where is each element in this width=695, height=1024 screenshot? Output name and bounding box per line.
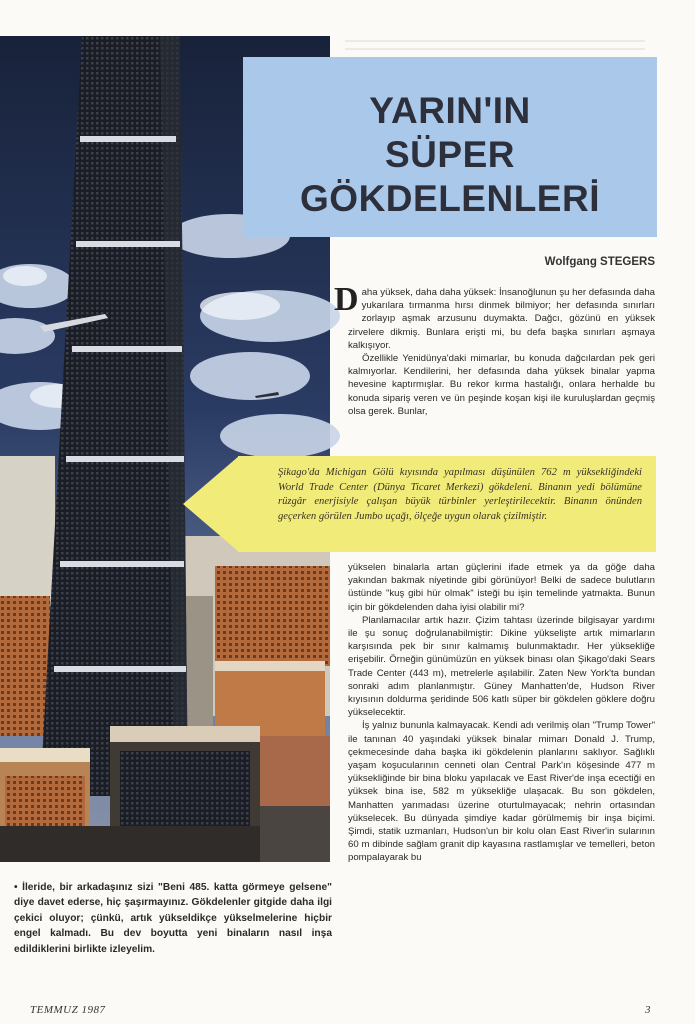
article-body-bottom (348, 561, 655, 986)
paragraph-4: İş yalnız bununla kalmayacak. Kendi adı verilmiş olan "Trump Tower" ile tanınan 40 yaşındaki yüksek binalar mimarı Donald J. Trump, çekmecesinde daha başka iki gökdelenin planlarını saklıyor. Sağlıklı yaşam koşucularının cenneti olan Central Park'ın köşesinde 477 m yüksekliğinde bir bina bloku yapılacak ve East River'de inşa ecectiği en yüksek bina ise, 582 m yüksekliğe ulaşacak. Bu son gökdelen, Manhatten yarımadası üzerine oturtulmayacak; nehrin ortasından yükselecek. Bu dünyada şimdiye kadar görülmemiş bir inşa biçimi. Şimdi, statik uzmanları, Hudson'un bir kolu olan East River'in sularının 60 m dibinde sağlam granit dip kayasına rastlamışlar ve temelleri, beton pompalayarak bu (348, 720, 655, 864)
title-line-2: SÜPER (385, 134, 515, 175)
title-line-3: GÖKDELENLERİ (300, 178, 600, 219)
dropcap: D (334, 281, 359, 318)
paragraph-2: Özellikle Yenidünya'daki mimarlar, bu konuda dağcılardan pek geri kalmıyorlar. Kendilerini, her defasında daha yüksek binalar yapma hevesine kaptırmışlar. Bu rekor kırma hastalığı, onlara herhalde bu konuda sipariş veren ve ün peşinde koşan kişi ile kuruluşlardan geçmiş olsa gerek. Bunlar, (348, 353, 655, 417)
callout-pointer (183, 456, 239, 552)
page-number: 3 (645, 1004, 651, 1016)
callout-text: Şikago'da Michigan Gölü kıyısında yapılması düşünülen 762 m yüksekliğindeki World Trade Center (Dünya Ticaret Merkezi) gökdeleni. Binanın yedi bölümüne rüzgâr enerjisiyle çalışan büyük türbinler yerleştirilecektir. Binanın önünden geçerken görülen Jumbo uçağı, ölçeğe uygun olarak çizilmiştir. (278, 467, 642, 522)
author-byline: Wolfgang STEGERS (544, 256, 655, 268)
paragraph-1 (334, 281, 655, 352)
title-line-1: YARIN'IN (369, 90, 531, 131)
image-caption: • İleride, bir arkadaşınız sizi "Beni 485. katta görmeye gelsene" diye davet ederse, hiç şaşırmayınız. Gökdelenler gitgide daha ilgi çekici oluyor; çünkü, artık yükseldikçe yükselmelerine hiçbir engel kalmadı. Bu dev boyutta yeni binaların nasıl inşa edildiklerini birlikte izleyelim. (14, 882, 332, 955)
paragraph-2-continued: yükselen binalarla artan güçlerini ifade etmek ya da göğe daha yakından bakmak niyetinde gibi görünüyor! Belki de sadece bulutların üstünde "kuş gibi hür olmak" isteği bu işin temelinde yatmakta. Bunun için bir gökdelenden daha iyisi olabilir mi? (348, 562, 655, 613)
title-panel (243, 57, 657, 237)
ghost-text-lines (345, 40, 645, 56)
image-callout (238, 456, 656, 552)
article-body-top (334, 281, 655, 456)
issue-date: TEMMUZ 1987 (30, 1004, 106, 1016)
paragraph-1-text: aha yüksek, daha daha yüksek: İnsanoğlunun şu her defasında daha yukarılara tırmanma hırsı dinmek bilmiyor; her defasında sınırları zorlayıp aşmak arzusunu duymakta. Dağcı, gözünü en yüksek zirvelere dikmiş. Bunlara erişti mi, bu defa başka sınırları aşmaya kalkışıyor. (348, 287, 655, 351)
paragraph-3: Planlamacılar artık hazır. Çizim tahtası üzerinde bilgisayar yardımı ile şu sonuç doğrulanabilmiştir: Dikine yükselişte artık mimarların karşısında pek bir sınır kalmamış bulunmaktadır. Her yüksekliğe erişebilir. Örneğin günümüzün en yüksek binası olan Şikago'daki Sears Trade Center (443 m), metrelerle aşılabilir. Zaten New York'ta bundan sonraki adım planlanmıştır. Güney Manhatten'de, Hudson River kıyısının doldurma şeridinde 506 katlı süper bir gökdelen göklere doğru yükselecektir. (348, 614, 655, 719)
